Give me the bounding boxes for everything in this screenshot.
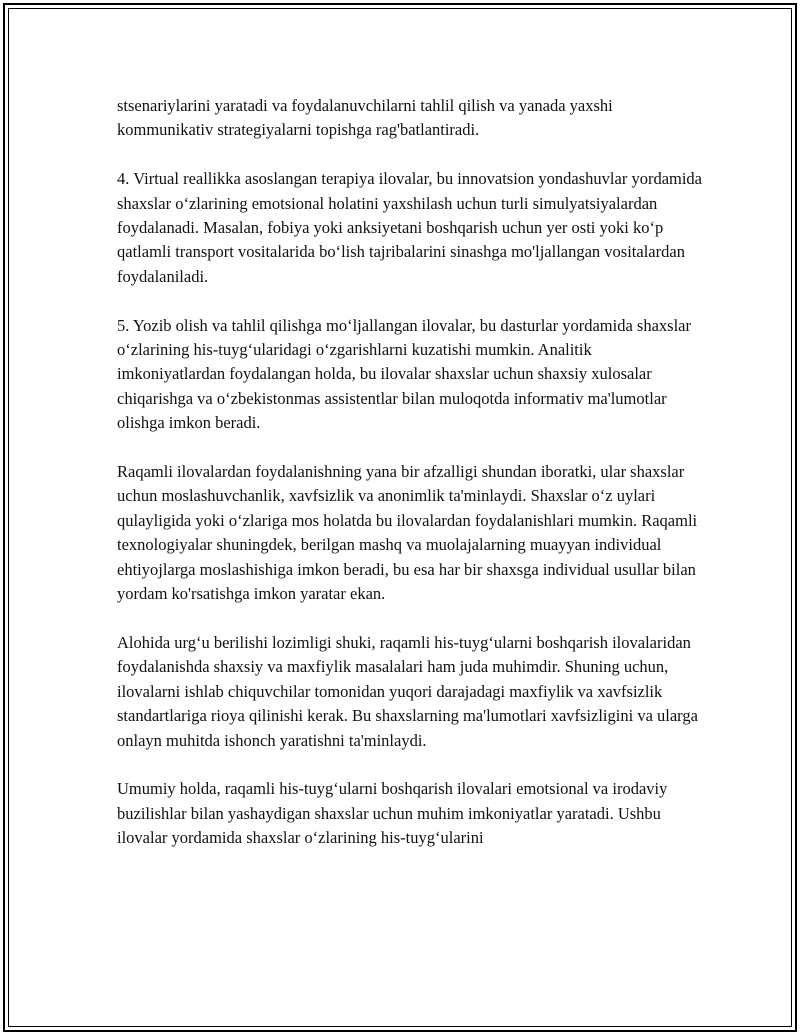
- paragraph-privacy-emphasis: Alohida urg‘u berilishi lozimligi shuki, raqamli his-tuyg‘ularni boshqarish ilovalaridan foydalanishda shaxsiy va maxfiylik masalalari ham juda muhimdir. Shuning uchun, ilovalarni ishlab chiquvchilar tomonidan yuqori darajadagi maxfiylik va xavfsizlik standartlariga rioya qilinishi kerak. Bu shaxslarning ma'lumotlari xavfsizligini va ularga onlayn muhitda ishonch yaratishni ta'minlaydi.: [117, 632, 698, 750]
- paragraph-recording-analysis-apps: 5. Yozib olish va tahlil qilishga mo‘ljallangan ilovalar, bu dasturlar yordamida shaxslar o‘zlarining his-tuyg‘ularidagi o‘zgarishlarni kuzatishi mumkin. Analitik imkoniyatlardan foydalangan holda, bu ilovalar shaxslar uchun shaxsiy xulosalar chiqarishga va o‘zbekistonmas assistentlar bilan muloqotda informativ ma'lumotlar olishga imkon beradi.: [117, 315, 691, 433]
- paragraph-conclusion: Umumiy holda, raqamli his-tuyg‘ularni boshqarish ilovalari emotsional va irodaviy buzilishlar bilan yashaydigan shaxslar uchun muhim imkoniyatlar yaratadi. Ushbu ilovalar yordamida shaxslar o‘zlarining his-tuyg‘ularini: [117, 779, 668, 848]
- paragraph-digital-advantages: Raqamli ilovalardan foydalanishning yana bir afzalligi shundan iboratki, ular shaxslar uchun moslashuvchanlik, xavfsizlik va anonimlik ta'minlaydi. Shaxslar o‘z uylari qulayligida yoki o‘zlariga mos holatda bu ilovalardan foydalanishlari mumkin. Raqamli texnologiyalar shuningdek, berilgan mashq va muolajalarning muayyan individual ehtiyojlarga moslashishiga imkon beradi, bu esa har bir shaxsga individual usullar bilan yordam ko'rsatishga imkon yaratar ekan.: [117, 462, 698, 604]
- paragraph-continuation: stsenariylarini yaratadi va foydalanuvchilarni tahlil qilish va yanada yaxshi kommunikativ strategiyalarni topishga rag'batlantiradi.: [117, 96, 613, 140]
- paragraph-virtual-reality-apps: 4. Virtual reallikka asoslangan terapiya ilovalar, bu innovatsion yondashuvlar yordamida shaxslar o‘zlarining emotsional holatini yaxshilash uchun turli simulyatsiyalardan foydalanadi. Masalan, fobiya yoki anksiyetani boshqarish uchun yer osti yoki ko‘p qatlamli transport vositalarida bo‘lish tajribalarini sinashga mo'ljallangan vositalardan foydalaniladi.: [117, 169, 703, 286]
- document-body: [117, 94, 702, 851]
